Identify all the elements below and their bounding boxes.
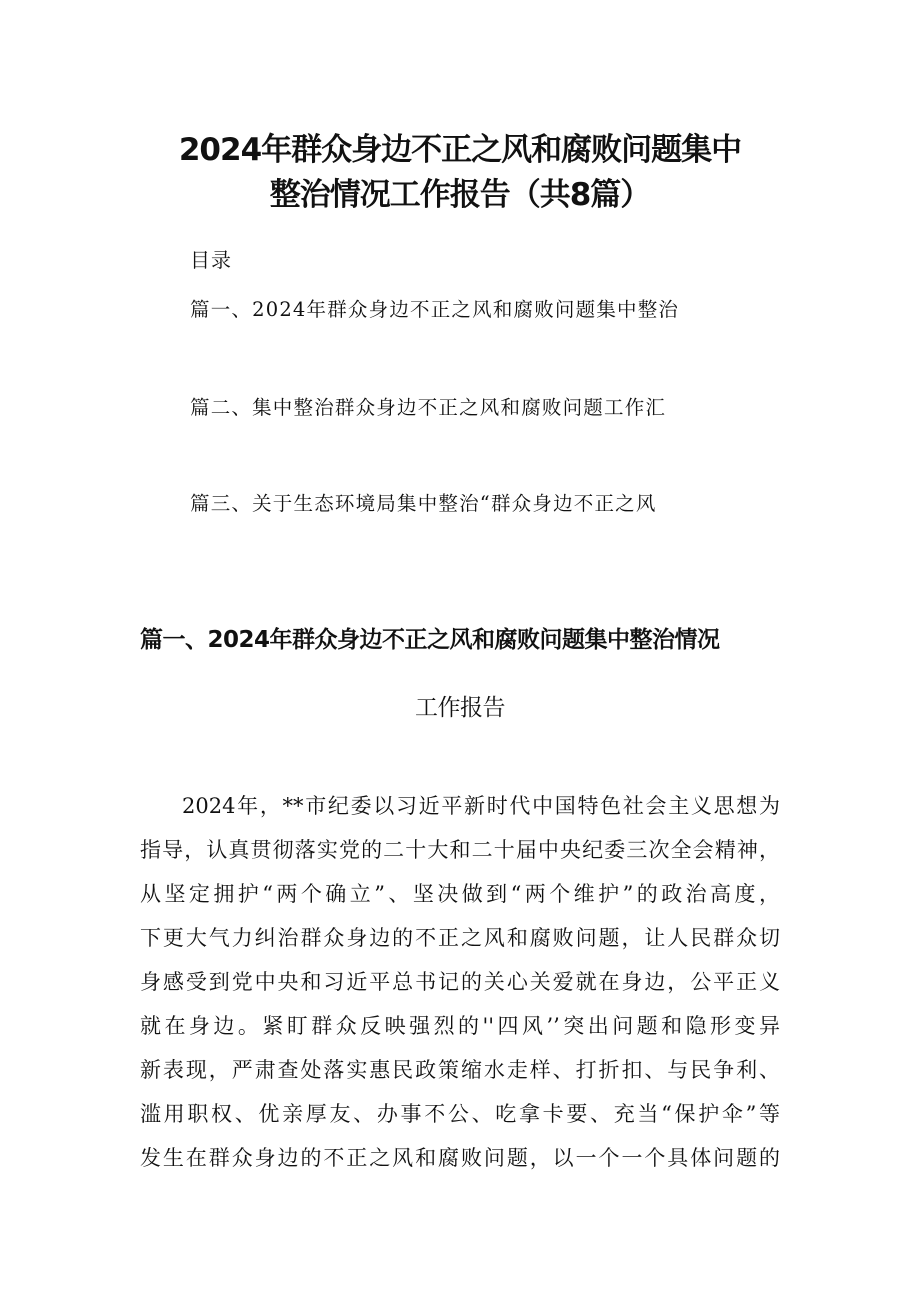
body-line-8: 滥用职权、优亲厚友、办事不公、吃拿卡要、充当“保护伞”等 (140, 1102, 780, 1126)
body-line-9: 发生在群众身边的不正之风和腐败问题，以一个一个具体问题的 (140, 1146, 780, 1170)
document-title-line-2: 整治情况工作报告（共8篇） (269, 177, 651, 213)
body-line-2: 指导，认真贯彻落实党的二十大和二十届中央纪委三次全会精神， (140, 838, 780, 862)
body-line-7: 新表现，严肃查处落实惠民政策缩水走样、打折扣、与民争利、 (140, 1058, 780, 1082)
toc-item-1[interactable]: 篇一、2024年群众身边不正之风和腐败问题集中整治 (190, 298, 680, 321)
toc-item-3[interactable]: 篇三、关于生态环境局集中整治“群众身边不正之风 (190, 492, 657, 515)
body-line-4: 下更大气力纠治群众身边的不正之风和腐败问题，让人民群众切 (140, 926, 780, 950)
document-title-line-1: 2024年群众身边不正之风和腐败问题集中 (178, 132, 742, 168)
toc-label: 目录 (190, 248, 232, 272)
toc-item-2[interactable]: 篇二、集中整治群众身边不正之风和腐败问题工作汇 (190, 396, 667, 419)
body-line-3: 从坚定拥护“两个确立”、坚决做到“两个维护”的政治高度， (140, 882, 780, 906)
section-heading-line-2: 工作报告 (415, 695, 505, 721)
section-heading-line-1: 篇一、2024年群众身边不正之风和腐败问题集中整治情况 (140, 627, 720, 653)
body-line-5: 身感受到党中央和习近平总书记的关心关爱就在身边，公平正义 (140, 970, 780, 994)
body-line-6: 就在身边。紧盯群众反映强烈的''四风’’突出问题和隐形变异 (140, 1014, 780, 1038)
body-line-1: 2024年，**市纪委以习近平新时代中国特色社会主义思想为 (182, 794, 780, 818)
